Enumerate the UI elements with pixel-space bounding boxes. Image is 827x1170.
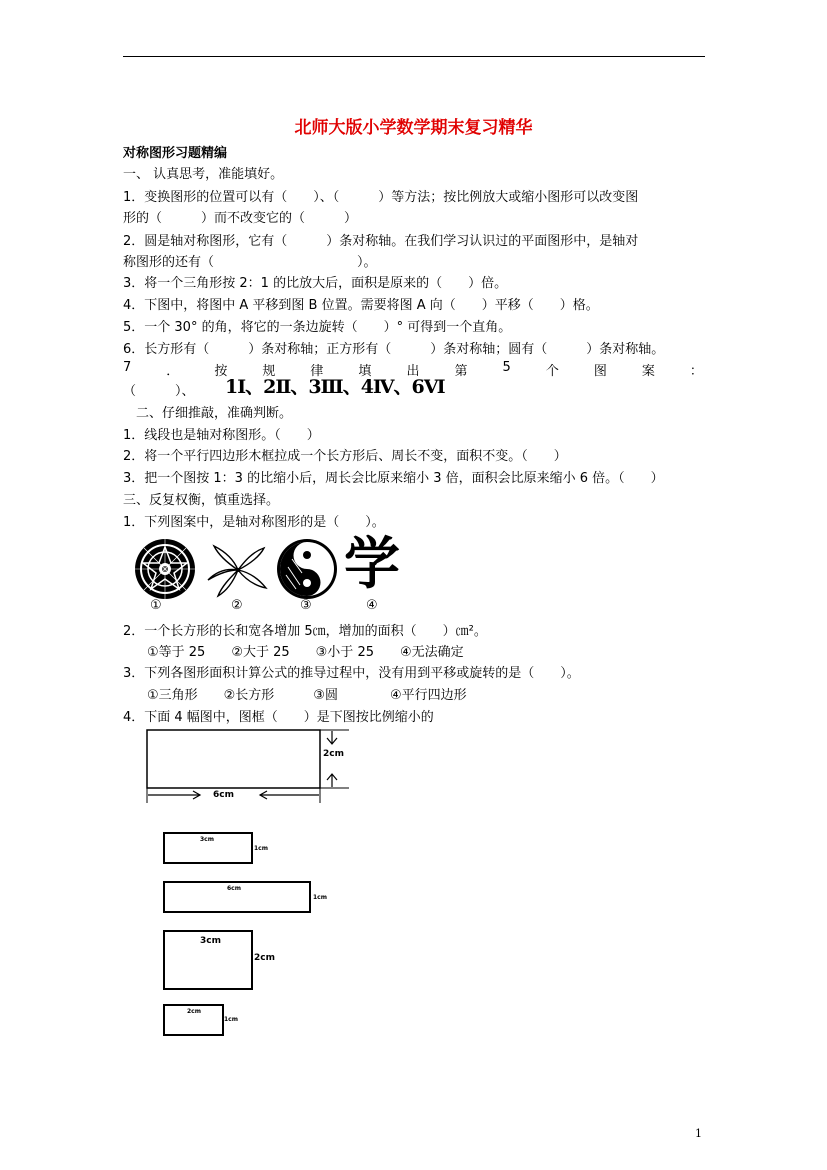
pattern-label-3: ③ (300, 598, 312, 613)
q7-word: 图 (593, 364, 607, 379)
page-title: 北师大版小学数学期末复习精华 (294, 118, 533, 138)
q7-word: 按 (214, 364, 228, 379)
s1-q4: 4．下图中，将图中 A 平移到图 B 位置。需要将图 A 向（ ）平移（ ）格。 (123, 298, 599, 313)
page-number: 1 (695, 1127, 702, 1140)
q7-word: ． (166, 364, 180, 379)
section3-heading: 三、反复权衡，慎重选择。 (123, 493, 280, 508)
pattern-label-4: ④ (366, 598, 378, 613)
option-1-width: 3cm (200, 836, 214, 843)
s1-q7-line2: （ ）、 (123, 384, 195, 399)
option-3-width: 3cm (200, 936, 221, 946)
option-3-height: 2cm (254, 953, 275, 963)
s2-q1: 1．线段也是轴对称图形。（ ） (123, 428, 320, 443)
q7-word: 案 (641, 364, 655, 379)
s1-q2-line2: 称图形的还有（ ）。 (123, 255, 377, 270)
option-4-height: 1cm (224, 1016, 238, 1023)
q7-word: 7 (123, 360, 132, 375)
s1-q1-line2: 形的（ ）而不改变它的（ ） (123, 211, 358, 226)
header-rule (123, 56, 705, 57)
s1-q1-line1: 1．变换图形的位置可以有（ ）、（ ）等方法；按比例放大或缩小图形可以改变图 (123, 190, 639, 205)
section1-heading: 一、 认真思考，准能填好。 (123, 167, 284, 182)
main-rectangle-figure (140, 725, 355, 807)
q7-word: 律 (310, 364, 324, 379)
q7-word: 5 (502, 360, 511, 375)
s3-q2: 2．一个长方形的长和宽各增加 5㎝，增加的面积（ ）㎝²。 (123, 624, 487, 639)
pattern-2-pinwheel (204, 540, 272, 600)
s2-q3: 3．把一个图按 1：3 的比缩小后，周长会比原来缩小 3 倍，面积会比原来缩小 6 倍。（ ） (123, 471, 664, 486)
q7-word: ： (689, 364, 703, 379)
s1-q6: 6．长方形有（ ）条对称轴；正方形有（ ）条对称轴；圆有（ ）条对称轴。 (123, 342, 665, 357)
s2-q2: 2．将一个平行四边形木框拉成一个长方形后、周长不变，面积不变。（ ） (123, 449, 567, 464)
option-2-width: 6cm (227, 885, 241, 892)
section2-heading: 二、仔细推敲，准确判断。 (136, 406, 293, 421)
option-4-width: 2cm (187, 1008, 201, 1015)
s3-q2-options: ①等于 25 ②大于 25 ③小于 25 ④无法确定 (147, 645, 464, 660)
pattern-4-character: 学 (344, 532, 400, 597)
q7-word: 第 (454, 364, 468, 379)
q7-word: 个 (545, 364, 559, 379)
s1-q5: 5．一个 30° 的角，将它的一条边旋转（ ）° 可得到一个直角。 (123, 320, 512, 335)
s3-q3-options: ①三角形 ②长方形 ③圆 ④平行四边形 (147, 688, 467, 703)
s3-q1: 1．下列图案中，是轴对称图形的是（ ）。 (123, 515, 385, 530)
q7-word: 规 (262, 364, 276, 379)
pattern-label-2: ② (231, 598, 243, 613)
pattern-label-1: ① (150, 598, 162, 613)
s3-q3: 3．下列各图形面积计算公式的推导过程中，没有用到平移或旋转的是（ ）。 (123, 666, 580, 681)
pattern-1-medallion (128, 537, 202, 601)
s3-q4: 4．下面 4 幅图中，图框（ ）是下图按比例缩小的 (123, 710, 434, 725)
s1-q2-line1: 2．圆是轴对称图形，它有（ ）条对称轴。在我们学习认识过的平面图形中，是轴对 (123, 234, 639, 249)
subtitle: 对称图形习题精编 (123, 146, 228, 161)
s1-q3: 3．将一个三角形按 2：1 的比放大后，面积是原来的（ ）倍。 (123, 276, 508, 291)
pattern-3-yinyang (274, 537, 340, 601)
main-width-label: 6cm (213, 790, 234, 800)
q7-word: 填 (358, 364, 372, 379)
main-height-label: 2cm (323, 749, 344, 759)
option-2-height: 1cm (313, 894, 327, 901)
q7-pattern: 1Ⅰ、2Ⅱ、3Ⅲ、4Ⅳ、6Ⅵ (225, 376, 445, 398)
q7-word: 出 (406, 364, 420, 379)
option-1-height: 1cm (254, 845, 268, 852)
